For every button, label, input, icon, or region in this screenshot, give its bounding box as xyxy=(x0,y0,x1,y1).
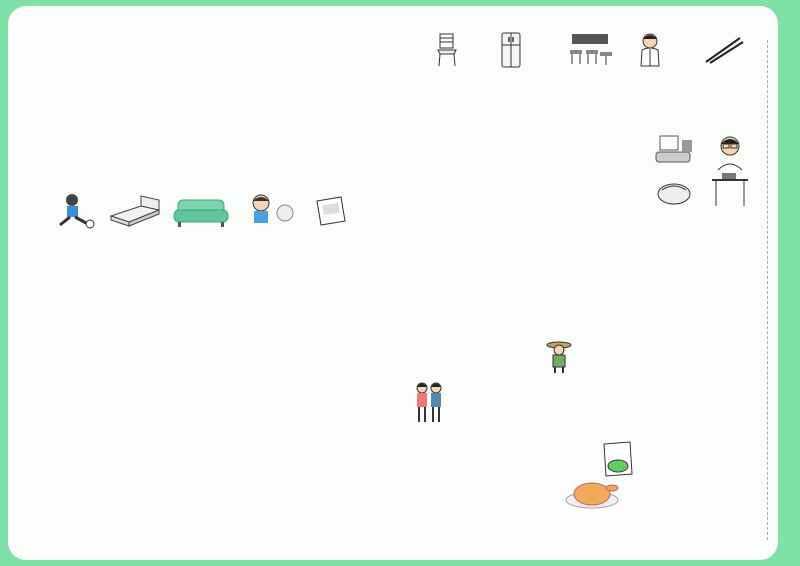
bed-picture xyxy=(107,196,162,228)
maths-book-picture xyxy=(600,440,636,478)
chicken-picture xyxy=(566,478,622,512)
classroom-picture xyxy=(566,32,614,66)
chair-picture xyxy=(436,32,458,68)
baby-brother-picture xyxy=(243,193,295,229)
s10-picture-grid xyxy=(652,132,752,210)
sofa-picture xyxy=(172,198,230,228)
binding-line xyxy=(767,40,768,540)
fridge-picture xyxy=(500,32,522,68)
boy-football-picture xyxy=(50,193,98,229)
chopsticks-picture xyxy=(704,36,744,64)
doctor-picture xyxy=(638,32,662,68)
paper-sheet xyxy=(8,6,778,560)
couple-picture xyxy=(412,382,446,424)
book-picture xyxy=(313,195,349,227)
farmer-picture xyxy=(546,340,572,374)
